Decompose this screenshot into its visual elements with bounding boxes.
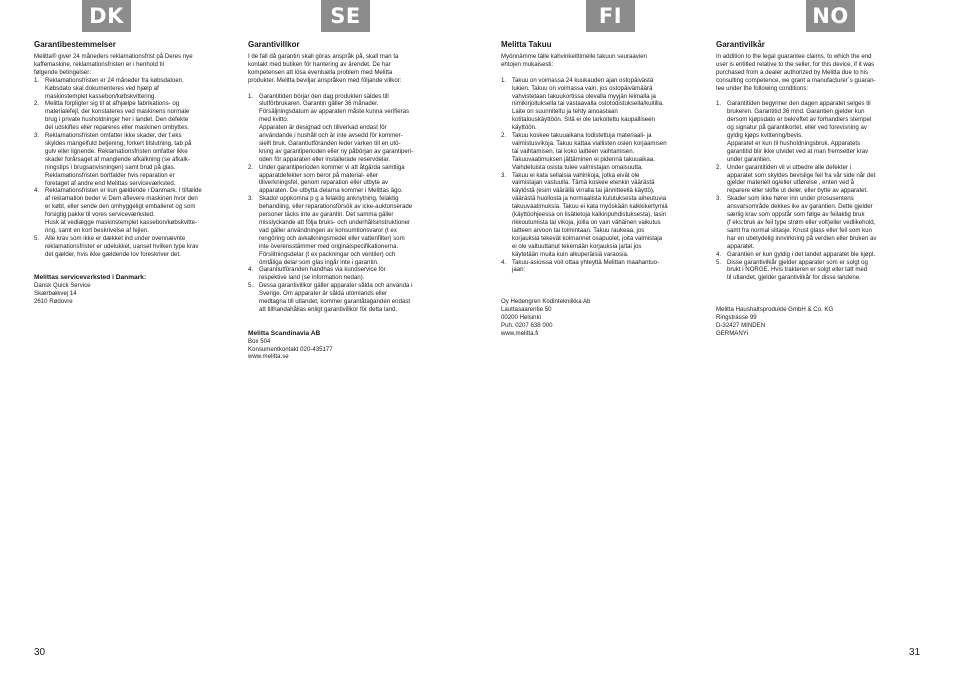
intro-line: Melitta® giver 24 måneders reklamationsfrist på Deres nye <box>34 53 193 60</box>
item-number: 4. <box>248 266 254 274</box>
item-line: slutförbrukaren. Garantin gäller 36 månader. <box>259 100 379 108</box>
item-number: 5. <box>716 258 722 266</box>
item-line: samt fra normal slitasje. Knust glass eller feil som kun <box>727 226 872 234</box>
terms-list <box>716 100 922 282</box>
item-line: maskinstemplet kassebon/købskvittering. <box>45 92 157 100</box>
item-line: ei ole valtuuttanut tekemään korjauksia ja/tai jos <box>512 242 642 250</box>
item-line: apparatet. <box>727 242 755 250</box>
item-line: vad gäller användningen av konsumtionsvaror (t ex <box>259 226 397 234</box>
item-line: rikkoutumista tai vikoja, joilla on vain vähäinen vaikutus <box>512 219 661 227</box>
item-line: siellt bruk. Garantiutföranden leder varken till en utö- <box>259 139 401 147</box>
item-number: 4. <box>716 250 722 258</box>
page-number-left: 30 <box>34 647 46 658</box>
item-text <box>45 132 240 187</box>
section-heading: Garantibestemmelser <box>34 40 116 49</box>
item-text <box>259 266 482 282</box>
item-text <box>259 93 482 164</box>
item-number: 2. <box>34 100 40 108</box>
spacer <box>501 274 707 282</box>
contact-line: Skærbækvej 14 <box>34 290 77 298</box>
item-line: foretaget af andre end Melittas serviceværksted. <box>45 179 176 187</box>
list-item <box>248 266 482 282</box>
intro-line: kontakt med butiken för hantering av ärendet. De har <box>248 60 391 68</box>
item-text <box>727 259 922 283</box>
item-line: Under garantitiden vil vi utbedre alle defekter i <box>727 163 851 171</box>
list-item <box>34 235 240 259</box>
terms-list <box>248 93 482 314</box>
contact-line: Box 504 <box>248 337 271 345</box>
item-line: Alle krav som ikke er dækket ind under ovennævnte <box>45 234 186 242</box>
item-line: laitteen arvoon tai toimintaan. Takuu raukeaa, jos <box>512 226 645 234</box>
item-number: 2. <box>716 163 722 171</box>
item-text <box>512 259 707 275</box>
list-item <box>501 77 707 132</box>
column-fi <box>501 40 707 338</box>
item-line: nimikirjoituksella tai vastaavalla ostotodistuksella/kuitilla. <box>512 100 664 108</box>
item-line: att tillhandahållas enligt garantivillkor för detta land. <box>259 305 398 313</box>
contact-line: GERMANYi <box>716 329 748 337</box>
item-line: Skader som ikke hører inn under prosusentens <box>727 195 854 203</box>
item-line: väärästä huollosta ja normaalista kulutuksesta aiheutuvia <box>512 195 667 203</box>
item-line: Reklamationsfristen bortfalder hvis reparation er <box>45 171 175 179</box>
intro-line: produkter. Melitta beviljar anspråken med följande villkor: <box>248 76 402 84</box>
item-text <box>512 77 707 132</box>
list-item <box>501 259 707 275</box>
item-line: gulv eller lignende. Reklamationsfristen omfatter ikke <box>45 147 188 155</box>
terms-list <box>34 77 240 259</box>
item-line: ring, samt en kort beskrivelse af fejlen. <box>45 226 149 234</box>
item-line: reklamationsfrister er udelukket, uanset hvilken type krav <box>45 242 199 250</box>
item-text <box>45 235 240 259</box>
item-line: skyldes mangelfuld betjening, forkert tilslutning, tab på <box>45 139 192 147</box>
item-line: apparaten. De utbytta delarna kommer i Melittas ägo. <box>259 187 403 195</box>
item-line: Melitta forpligter sig til at afhjælpe fabrikations- og <box>45 100 180 108</box>
terms-list <box>501 77 707 275</box>
column-no <box>716 40 922 338</box>
contact-line: Melitta Haushaltsprodukte GmbH & Co. KG <box>716 305 834 313</box>
item-line: har en ubetydelig innvirkning på verdien eller bruken av <box>727 234 877 242</box>
item-line: dersom kjøpsdato er bekreftet av forhandlers stempel <box>727 116 872 124</box>
contact-line: Lauttasaarentie 50 <box>501 305 552 313</box>
intro-line: kompetensen att lösa eventuella problem med Melitta <box>248 68 393 76</box>
item-text <box>727 100 922 163</box>
item-line: med kvitto. <box>259 116 289 124</box>
contact-heading: Melittas servicevƨrksted i Danmark: <box>34 274 147 282</box>
item-line: brukeren. Garantitid 36 mnd. Garantien gjelder kun <box>727 108 865 116</box>
list-item <box>34 132 240 187</box>
spacer <box>501 290 707 298</box>
item-line: valmistusvikoja. Takuu kattaa viallisten osien korjaamisen <box>512 139 667 147</box>
item-line: Reklamationsfristen er 24 måneder fra købsdatoen. <box>45 76 184 84</box>
spacer <box>501 282 707 290</box>
item-line: valmistajan vastuulla. Tämä koskee etenkin väärästä <box>512 179 655 187</box>
section-heading: Melitta Takuu <box>501 40 552 49</box>
item-line: tai vaihtamisen, tai koko laitteen vaihtamisen. <box>512 147 635 155</box>
contact-block <box>34 274 240 306</box>
list-item <box>716 195 922 250</box>
contact-line: 2610 Rødovre <box>34 298 73 306</box>
contact-line: Dansk Quick Service <box>34 282 91 290</box>
item-line: ansvarsområde dekkes ike av garantien. Dette gjelder <box>727 203 873 211</box>
item-line: (f eks:bruk av feil type strøm eller volt)eller vedlikehold, <box>727 219 876 227</box>
item-line: Takuu ei kata sellaisia vahinkoja, jotka eivät ole <box>512 171 640 179</box>
spacer <box>34 259 240 267</box>
item-line: Takuu-asioissa voit ottaa yhteyttä Melittan maahantuo- <box>512 258 660 266</box>
item-line: del udskiftes eller repareres eller maskinen ombyttes. <box>45 124 189 132</box>
contact-block <box>248 330 482 362</box>
list-item <box>34 77 240 101</box>
spacer <box>248 314 482 322</box>
intro-line: Myönnämme tälle kahvinkeittimelle takuun seuraavien <box>501 53 647 60</box>
intro-line: consulting competence, we grant a manufacturer´s guaran- <box>716 76 876 84</box>
item-line: respektive land (se information nedan). <box>259 274 365 282</box>
item-text <box>727 251 922 259</box>
item-line: Takuuvaatimuksen jättäminen ei pidennä takuuaikaa. <box>512 155 655 163</box>
item-number: 1. <box>34 76 40 84</box>
intro-paragraph <box>34 53 240 77</box>
list-item <box>716 164 922 196</box>
column-se <box>248 40 482 361</box>
intro-line: user is entitled relative to the seller, for this device, if it was <box>716 60 875 68</box>
intro-line: purchased from a dealer authorized by Melitta due to his <box>716 68 869 76</box>
item-number: 2. <box>248 163 254 171</box>
spacer <box>716 93 922 101</box>
item-line: Reklamationsfristen er kun gældende i Danmark. I tilfælde <box>45 187 202 195</box>
item-number: 3. <box>716 195 722 203</box>
item-line: rengöring och avkalkningsmedel eller vattenfilter) som <box>259 234 405 242</box>
item-line: kning av garantiperioden eller ny påbörjan av garantiperi- <box>259 147 414 155</box>
intro-paragraph <box>501 53 707 69</box>
item-line: det gælder, hvis ikke gældende lov foreskriver det. <box>45 250 181 258</box>
tab-no: NO <box>806 0 855 32</box>
item-line: tillverkningsfel, genom reparation eller utbyte av <box>259 179 389 187</box>
item-line: Husk at vedlægge maskinstemplet kassebon/købskvitte- <box>45 219 198 227</box>
item-line: käytöstä (esim väärällä virralla tai jännitteellä käyttö), <box>512 187 655 195</box>
item-text <box>259 195 482 266</box>
intro-line: ehtojen mukaisesti: <box>501 60 554 68</box>
tab-dk: DK <box>82 0 131 32</box>
page-number-right: 31 <box>909 647 921 658</box>
item-line: brug i private husholdninger her i landet. Den defekte <box>45 116 189 124</box>
list-item <box>501 172 707 259</box>
item-line: (käyttöohjeessa on lisätietoja kalkinpuhdistuksesta), lasin <box>512 211 667 219</box>
contact-line: Konsumentkontakt 020-435177 <box>248 345 333 353</box>
item-line: Købsdato skal dokumenteres ved hjælp af <box>45 84 159 92</box>
item-text <box>45 187 240 234</box>
spacer <box>501 69 707 77</box>
contact-block <box>501 298 707 338</box>
item-text <box>727 164 922 196</box>
list-item <box>501 132 707 172</box>
intro-line: kaffemaskine, reklamationsfristen er i henhold til <box>34 60 164 68</box>
item-text <box>259 282 482 314</box>
item-line: Förslitningsdelar (t ex packningar och ventiler) och <box>259 250 396 258</box>
list-item <box>716 100 922 163</box>
item-text <box>45 100 240 132</box>
contact-line: www.melitta.se <box>248 353 289 361</box>
contact-heading: Melitta Scandinavia AB <box>248 329 321 337</box>
section-heading: Garantivilkår <box>716 40 765 49</box>
intro-line: I de fall då garantin skall göras anspråk på, skall man ta <box>248 53 399 60</box>
item-line: Apparaten är designad och tillverkad endast för <box>259 124 387 132</box>
contact-line: www.melitta.fi <box>501 329 539 337</box>
spacer <box>716 290 922 298</box>
list-item <box>34 187 240 234</box>
item-text <box>259 164 482 196</box>
item-line: korjauksia tekevät kolmannet osapuolet, joita valmistaja <box>512 234 663 242</box>
item-line: Garantiutföranden handhas via kundservice för <box>259 266 386 274</box>
item-line: medtagna till utlandet, kommer garantåtaganden endast <box>259 298 411 306</box>
item-line: særlig krav som oppstår som følge av feilaktig bruk <box>727 211 865 219</box>
item-line: Garantitiden begynner den dagen apparatet selges til <box>727 100 871 108</box>
item-line: reparere eller skifte ut deler, eller bytte av apparatet. <box>727 187 868 195</box>
item-line: gyldig kjøps kvittering/bevis. <box>727 132 803 140</box>
tab-se: SE <box>321 0 370 32</box>
item-line: Garantien er kun gyldig i det landet apparatet ble kjøpt. <box>727 250 876 258</box>
spacer <box>248 85 482 93</box>
list-item <box>34 100 240 132</box>
contact-line: Ringstrasse 99 <box>716 313 757 321</box>
item-line: til utlandet, gjelder garantivilkår for disse landene. <box>727 274 861 282</box>
contact-line: D-32427 MINDEN <box>716 321 766 329</box>
item-line: garantitid blir ikke utvidet ved at man fremsetter krav <box>727 147 869 155</box>
item-number: 4. <box>501 258 507 266</box>
item-line: personer täcks inte av garantin. Det samma gäller <box>259 211 394 219</box>
item-number: 5. <box>34 234 40 242</box>
item-line: ningstips i brugsanvisningen) samt brud på glas. <box>45 163 176 171</box>
item-number: 3. <box>248 195 254 203</box>
list-item <box>716 251 922 259</box>
item-line: Reklamationsfristen omfatter ikke skader, der f.eks <box>45 132 182 140</box>
item-text <box>512 132 707 172</box>
item-line: Försäljningsdatum av apparaten måste kunna verifieras <box>259 108 410 116</box>
item-line: skader forårsaget af manglende afkalkning (se afkalk- <box>45 155 190 163</box>
item-number: 1. <box>248 92 254 100</box>
spacer <box>248 322 482 330</box>
item-line: brukt i NORGE. Hvis trakteren er solgt eller tatt med <box>727 266 868 274</box>
item-line: Sverige. Om apparater är sålda utomlands eller <box>259 290 388 298</box>
item-line: er købt, eller sende den omhyggeligt emballeret og som <box>45 203 196 211</box>
list-item <box>248 93 482 164</box>
contact-line: 00200 Helsinki <box>501 313 541 321</box>
spacer <box>34 266 240 274</box>
item-line: käytetään muita kuin alkuperäisiä varaosia. <box>512 250 629 258</box>
item-line: ömtåliga delar som glas ingår inte i garantin. <box>259 258 379 266</box>
item-line: kotitalouskäyttöön. Sitä ei ole tarkoitettu kaupalliseen <box>512 116 655 124</box>
contact-block <box>716 306 922 338</box>
item-line: vahvistetaan takuukortissa olevalla myyjän leimalla ja <box>512 92 656 100</box>
spacer <box>716 298 922 306</box>
list-item <box>248 195 482 266</box>
item-line: forsigtig pakke til vores serviceværksted. <box>45 211 155 219</box>
list-item <box>248 164 482 196</box>
intro-line: følgende betingelser: <box>34 68 91 76</box>
item-number: 5. <box>248 282 254 290</box>
item-line: Dessa garantivillkor gäller apparater sålda och använda i <box>259 282 413 290</box>
item-number: 2. <box>501 132 507 140</box>
item-line: materialefejl, der konstateres ved maskinens normale <box>45 108 190 116</box>
item-line: under garantien. <box>727 155 772 163</box>
item-line: Under garantiperioden kommer vi att åtgärda samtliga <box>259 163 405 171</box>
item-line: oden för apparaten eller installerade reservdelar. <box>259 155 391 163</box>
item-line: Disse garantivilkår gjelder apparater som er solgt og <box>727 258 868 266</box>
item-line: Takuu on voimassa 24 kuukauden ajan ostopäivästä <box>512 76 654 84</box>
item-line: jaan: <box>512 266 526 274</box>
item-line: Apparatet er kun til husholdningsbruk. Apparatets <box>727 139 861 147</box>
contact-line: Puh. 0207 638 000 <box>501 321 553 329</box>
list-item <box>248 282 482 314</box>
item-number: 1. <box>501 76 507 84</box>
item-line: apparatet som skyldes bevislige feil fra vår side når det <box>727 171 876 179</box>
spacer <box>716 282 922 290</box>
item-line: takuuvaatimuksia. Takuu ei kata myöskään kalkkikertymiä <box>512 203 668 211</box>
item-line: gjelder materiell og/eller utførelse , enten ved å <box>727 179 855 187</box>
list-item <box>716 259 922 283</box>
item-line: og signatur på garantikortet, eller ved forevisning av <box>727 124 867 132</box>
item-text <box>45 77 240 101</box>
section-heading: Garantivillkor <box>248 40 300 49</box>
item-line: behandling, eller reparationsförsök av icke-auktoriserade <box>259 203 413 211</box>
item-line: inte överensstämmer med originalspecifikationerna. <box>259 242 399 250</box>
intro-paragraph <box>716 53 922 93</box>
item-line: apparatdefekter som beror på material- eller <box>259 171 378 179</box>
item-line: användande i hushåll och är inte avsedd för kommer- <box>259 132 403 140</box>
item-number: 3. <box>501 171 507 179</box>
item-line: misslyckande att följa bruks- och underhållsinstruktioner <box>259 219 411 227</box>
column-dk <box>34 40 240 306</box>
item-number: 1. <box>716 100 722 108</box>
item-line: lukien. Takuu on voimassa vain, jos ostopäivämäärä <box>512 84 653 92</box>
item-number: 3. <box>34 132 40 140</box>
intro-line: In addition to the legal guarantee claims, to which the end <box>716 53 872 60</box>
item-line: Skador uppkomna p g a felaktig anknytning, felaktig <box>259 195 399 203</box>
item-line: Takuu koskee takuuaikana todistettuja materiaali- ja <box>512 132 652 140</box>
item-line: Garantitiden börjar den dag produkten säldes till <box>259 92 389 100</box>
item-line: Vaihdetuista osista tulee valmistajan omaisuutta. <box>512 163 643 171</box>
intro-line: tee under the following conditions: <box>716 84 809 92</box>
item-line: Laite on suunniteltu ja tehty ainoastaan <box>512 108 618 116</box>
contact-line: Oy Hedengren Kodintekniikka Ab <box>501 298 591 306</box>
item-number: 4. <box>34 187 40 195</box>
item-line: käyttöön. <box>512 124 537 132</box>
item-line: af reklamation beder vi Dem aflevere maskinen hvor den <box>45 195 198 203</box>
item-text <box>727 195 922 250</box>
item-text <box>512 172 707 259</box>
intro-paragraph <box>248 53 482 85</box>
tab-fi: FI <box>586 0 635 32</box>
